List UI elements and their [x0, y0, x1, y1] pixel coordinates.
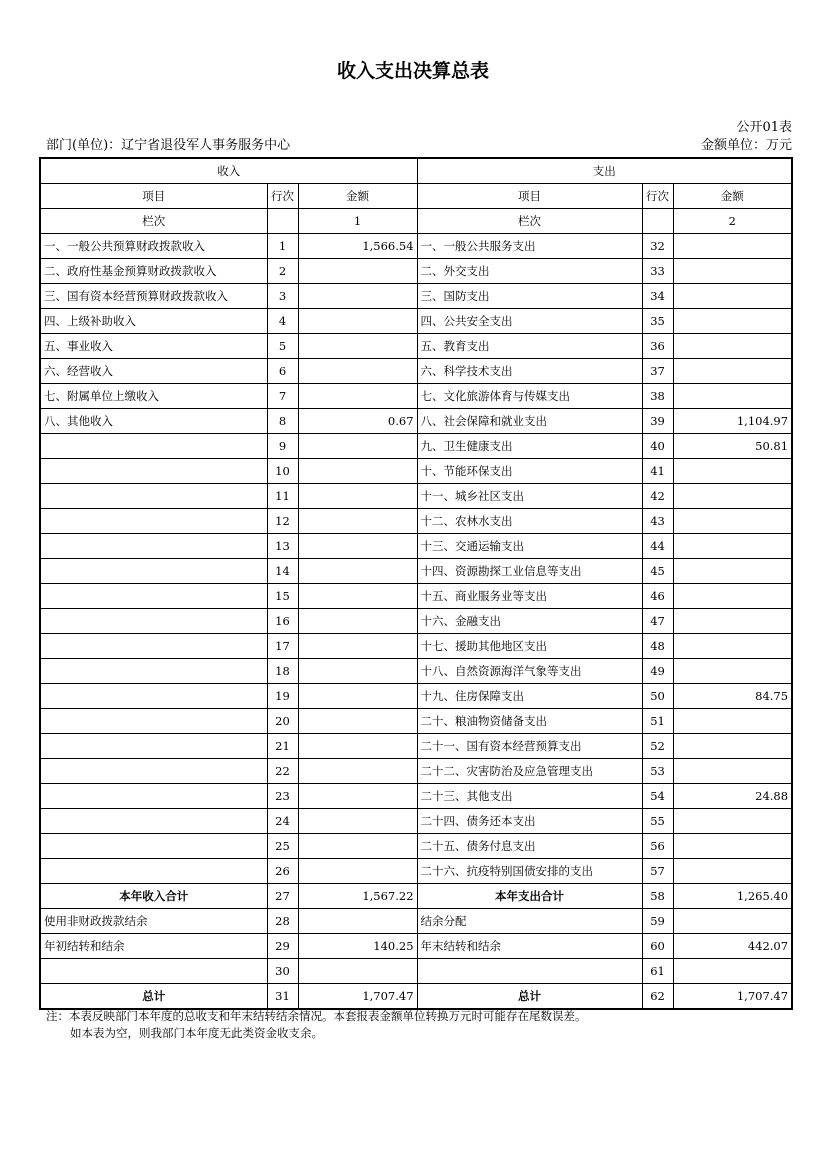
expense-row-no: 41 [642, 459, 673, 484]
income-column-label: 栏次 [40, 209, 267, 234]
expense-row-no: 40 [642, 434, 673, 459]
expense-row-no: 48 [642, 634, 673, 659]
table-row [40, 684, 792, 709]
expense-item: 二十三、其他支出 [417, 784, 642, 809]
income-row-no: 28 [267, 909, 298, 934]
income-row-no: 30 [267, 959, 298, 984]
expense-amount [673, 659, 792, 684]
expense-row-no: 57 [642, 859, 673, 884]
income-amount [298, 634, 417, 659]
income-row-no: 14 [267, 559, 298, 584]
expense-item: 十七、援助其他地区支出 [417, 634, 642, 659]
income-row-no: 25 [267, 834, 298, 859]
income-row-no: 26 [267, 859, 298, 884]
income-amount: 1,567.22 [298, 884, 417, 909]
expense-item: 二十五、债务付息支出 [417, 834, 642, 859]
table-row [40, 434, 792, 459]
income-row-no: 27 [267, 884, 298, 909]
expense-amount [673, 484, 792, 509]
income-item [40, 484, 267, 509]
expense-item: 二十二、灾害防治及应急管理支出 [417, 759, 642, 784]
expense-row-no: 54 [642, 784, 673, 809]
income-header: 收入 [40, 158, 417, 184]
expense-row-no: 50 [642, 684, 673, 709]
income-item: 二、政府性基金预算财政拨款收入 [40, 259, 267, 284]
table-row [40, 959, 792, 984]
expense-row-no: 34 [642, 284, 673, 309]
expense-amount [673, 334, 792, 359]
income-item: 四、上级补助收入 [40, 309, 267, 334]
income-row-no: 20 [267, 709, 298, 734]
income-item: 五、事业收入 [40, 334, 267, 359]
income-amount [298, 859, 417, 884]
expense-item: 六、科学技术支出 [417, 359, 642, 384]
expense-item: 十四、资源勘探工业信息等支出 [417, 559, 642, 584]
expense-item: 四、公共安全支出 [417, 309, 642, 334]
expense-item-header: 项目 [417, 184, 642, 209]
income-amount [298, 909, 417, 934]
expense-row-no: 55 [642, 809, 673, 834]
expense-amount [673, 284, 792, 309]
table-row [40, 659, 792, 684]
income-amount: 1,707.47 [298, 984, 417, 1010]
income-amount [298, 759, 417, 784]
expense-row-no: 51 [642, 709, 673, 734]
table-row [40, 809, 792, 834]
income-amount [298, 834, 417, 859]
income-amount [298, 309, 417, 334]
income-amount [298, 584, 417, 609]
table-row [40, 759, 792, 784]
income-amount [298, 384, 417, 409]
column-index-row [40, 209, 792, 234]
income-item [40, 584, 267, 609]
expense-item: 结余分配 [417, 909, 642, 934]
expense-row-no: 49 [642, 659, 673, 684]
expense-row-no: 37 [642, 359, 673, 384]
footnote-line-1: 注：本表反映部门本年度的总收支和年末结转结余情况。本套报表金额单位转换万元时可能存在尾数误差。 [46, 1009, 587, 1023]
income-item [40, 684, 267, 709]
income-amount [298, 359, 417, 384]
income-item: 八、其他收入 [40, 409, 267, 434]
expense-amount [673, 809, 792, 834]
expense-amount-header: 金额 [673, 184, 792, 209]
income-row-no: 23 [267, 784, 298, 809]
expense-amount [673, 834, 792, 859]
table-row [40, 634, 792, 659]
income-amount [298, 334, 417, 359]
income-row-no: 16 [267, 609, 298, 634]
expense-row-no: 62 [642, 984, 673, 1010]
expense-row-no: 61 [642, 959, 673, 984]
subtotal-row [40, 884, 792, 909]
income-amount [298, 534, 417, 559]
income-row-no: 15 [267, 584, 298, 609]
expense-item: 一、一般公共服务支出 [417, 234, 642, 259]
table-row [40, 734, 792, 759]
expense-item: 十八、自然资源海洋气象等支出 [417, 659, 642, 684]
income-item [40, 784, 267, 809]
income-row-no: 6 [267, 359, 298, 384]
income-item [40, 959, 267, 984]
income-item: 年初结转和结余 [40, 934, 267, 959]
income-item: 三、国有资本经营预算财政拨款收入 [40, 284, 267, 309]
table-row [40, 359, 792, 384]
expense-amount [673, 859, 792, 884]
expense-item: 二十四、债务还本支出 [417, 809, 642, 834]
income-row-no: 19 [267, 684, 298, 709]
expense-item: 二十六、抗疫特别国债安排的支出 [417, 859, 642, 884]
expense-amount [673, 234, 792, 259]
expense-row-no: 60 [642, 934, 673, 959]
income-item [40, 834, 267, 859]
income-row-no: 11 [267, 484, 298, 509]
income-amount [298, 484, 417, 509]
table-row [40, 834, 792, 859]
expense-amount [673, 259, 792, 284]
income-item [40, 859, 267, 884]
table-row [40, 609, 792, 634]
table-row [40, 934, 792, 959]
income-item [40, 609, 267, 634]
income-item [40, 809, 267, 834]
expense-row-no: 58 [642, 884, 673, 909]
income-row-no-header: 行次 [267, 184, 298, 209]
expense-item: 二、外交支出 [417, 259, 642, 284]
income-row-no: 5 [267, 334, 298, 359]
expense-row-no: 35 [642, 309, 673, 334]
income-row-no: 7 [267, 384, 298, 409]
income-column-blank [267, 209, 298, 234]
table-row [40, 309, 792, 334]
table-row [40, 459, 792, 484]
expense-amount [673, 759, 792, 784]
table-row [40, 409, 792, 434]
income-item [40, 459, 267, 484]
expense-item: 十二、农林水支出 [417, 509, 642, 534]
income-amount-header: 金额 [298, 184, 417, 209]
expense-row-no: 32 [642, 234, 673, 259]
expense-item: 二十一、国有资本经营预算支出 [417, 734, 642, 759]
expense-amount [673, 909, 792, 934]
table-column-headers [40, 184, 792, 209]
income-item [40, 734, 267, 759]
expense-item: 八、社会保障和就业支出 [417, 409, 642, 434]
expense-row-no: 42 [642, 484, 673, 509]
expense-column-index: 2 [673, 209, 792, 234]
table-row [40, 909, 792, 934]
expense-item: 十一、城乡社区支出 [417, 484, 642, 509]
income-item [40, 709, 267, 734]
expense-row-no: 39 [642, 409, 673, 434]
expense-row-no: 38 [642, 384, 673, 409]
expense-amount [673, 959, 792, 984]
expense-amount: 50.81 [673, 434, 792, 459]
expense-row-no-header: 行次 [642, 184, 673, 209]
expense-item: 十三、交通运输支出 [417, 534, 642, 559]
expense-amount [673, 309, 792, 334]
income-row-no: 17 [267, 634, 298, 659]
income-amount [298, 609, 417, 634]
table-row [40, 534, 792, 559]
income-item [40, 509, 267, 534]
income-amount [298, 959, 417, 984]
expense-amount: 442.07 [673, 934, 792, 959]
income-column-index: 1 [298, 209, 417, 234]
income-row-no: 12 [267, 509, 298, 534]
income-row-no: 18 [267, 659, 298, 684]
expense-item [417, 959, 642, 984]
expense-item: 五、教育支出 [417, 334, 642, 359]
expense-column-blank [642, 209, 673, 234]
income-row-no: 13 [267, 534, 298, 559]
income-amount [298, 709, 417, 734]
table-row [40, 384, 792, 409]
income-item [40, 759, 267, 784]
footnote-line-2: 如本表为空，则我部门本年度无此类资金收支余。 [70, 1026, 323, 1040]
income-row-no: 2 [267, 259, 298, 284]
expense-amount: 84.75 [673, 684, 792, 709]
table-row [40, 709, 792, 734]
income-amount [298, 509, 417, 534]
income-amount [298, 659, 417, 684]
income-row-no: 1 [267, 234, 298, 259]
expense-amount [673, 734, 792, 759]
table-row [40, 784, 792, 809]
income-item [40, 659, 267, 684]
expense-row-no: 46 [642, 584, 673, 609]
table-row [40, 859, 792, 884]
expense-item: 九、卫生健康支出 [417, 434, 642, 459]
expense-row-no: 36 [642, 334, 673, 359]
income-item-header: 项目 [40, 184, 267, 209]
expense-item: 十五、商业服务业等支出 [417, 584, 642, 609]
expense-amount [673, 559, 792, 584]
expense-amount [673, 584, 792, 609]
income-amount: 1,566.54 [298, 234, 417, 259]
expense-item: 总计 [417, 984, 642, 1010]
income-row-no: 8 [267, 409, 298, 434]
expense-item: 七、文化旅游体育与传媒支出 [417, 384, 642, 409]
table-header-section [40, 158, 792, 184]
department-label: 部门(单位)：辽宁省退役军人事务服务中心 [46, 138, 291, 153]
income-amount [298, 434, 417, 459]
page-title: 收入支出决算总表 [336, 60, 489, 82]
expense-amount [673, 459, 792, 484]
income-row-no: 4 [267, 309, 298, 334]
income-item: 本年收入合计 [40, 884, 267, 909]
table-row [40, 334, 792, 359]
income-expense-table [39, 157, 793, 1010]
income-row-no: 3 [267, 284, 298, 309]
income-amount [298, 784, 417, 809]
expense-item: 二十、粮油物资储备支出 [417, 709, 642, 734]
income-amount [298, 459, 417, 484]
expense-row-no: 43 [642, 509, 673, 534]
table-row [40, 509, 792, 534]
income-amount: 0.67 [298, 409, 417, 434]
income-row-no: 21 [267, 734, 298, 759]
income-row-no: 31 [267, 984, 298, 1010]
table-row [40, 559, 792, 584]
expense-row-no: 53 [642, 759, 673, 784]
income-amount [298, 259, 417, 284]
expense-item: 十六、金融支出 [417, 609, 642, 634]
income-item [40, 434, 267, 459]
expense-row-no: 45 [642, 559, 673, 584]
income-item [40, 634, 267, 659]
income-row-no: 9 [267, 434, 298, 459]
income-amount [298, 684, 417, 709]
expense-amount [673, 709, 792, 734]
income-item: 六、经营收入 [40, 359, 267, 384]
income-item: 七、附属单位上缴收入 [40, 384, 267, 409]
income-amount [298, 809, 417, 834]
expense-amount: 24.88 [673, 784, 792, 809]
expense-row-no: 52 [642, 734, 673, 759]
expense-item: 十、节能环保支出 [417, 459, 642, 484]
expense-amount [673, 634, 792, 659]
income-item: 使用非财政拨款结余 [40, 909, 267, 934]
expense-amount: 1,104.97 [673, 409, 792, 434]
income-row-no: 22 [267, 759, 298, 784]
table-row [40, 234, 792, 259]
income-item: 总计 [40, 984, 267, 1010]
expense-item: 三、国防支出 [417, 284, 642, 309]
income-item [40, 559, 267, 584]
table-row [40, 484, 792, 509]
expense-row-no: 47 [642, 609, 673, 634]
expense-item: 年末结转和结余 [417, 934, 642, 959]
table-row [40, 284, 792, 309]
expense-amount [673, 359, 792, 384]
table-row [40, 259, 792, 284]
expense-amount: 1,707.47 [673, 984, 792, 1010]
income-item [40, 534, 267, 559]
expense-item: 本年支出合计 [417, 884, 642, 909]
expense-row-no: 44 [642, 534, 673, 559]
expense-row-no: 33 [642, 259, 673, 284]
income-amount: 140.25 [298, 934, 417, 959]
expense-column-label: 栏次 [417, 209, 642, 234]
income-amount [298, 734, 417, 759]
income-item: 一、一般公共预算财政拨款收入 [40, 234, 267, 259]
income-row-no: 29 [267, 934, 298, 959]
expense-header: 支出 [417, 158, 792, 184]
income-row-no: 10 [267, 459, 298, 484]
expense-amount [673, 509, 792, 534]
expense-amount: 1,265.40 [673, 884, 792, 909]
form-number: 公开01表 [736, 120, 792, 135]
income-amount [298, 559, 417, 584]
expense-amount [673, 384, 792, 409]
amount-unit-label: 金额单位：万元 [700, 138, 792, 153]
table-row [40, 584, 792, 609]
total-row [40, 984, 792, 1010]
expense-row-no: 59 [642, 909, 673, 934]
income-amount [298, 284, 417, 309]
expense-item: 十九、住房保障支出 [417, 684, 642, 709]
income-row-no: 24 [267, 809, 298, 834]
footnotes [46, 1008, 587, 1042]
expense-amount [673, 534, 792, 559]
expense-row-no: 56 [642, 834, 673, 859]
expense-amount [673, 609, 792, 634]
